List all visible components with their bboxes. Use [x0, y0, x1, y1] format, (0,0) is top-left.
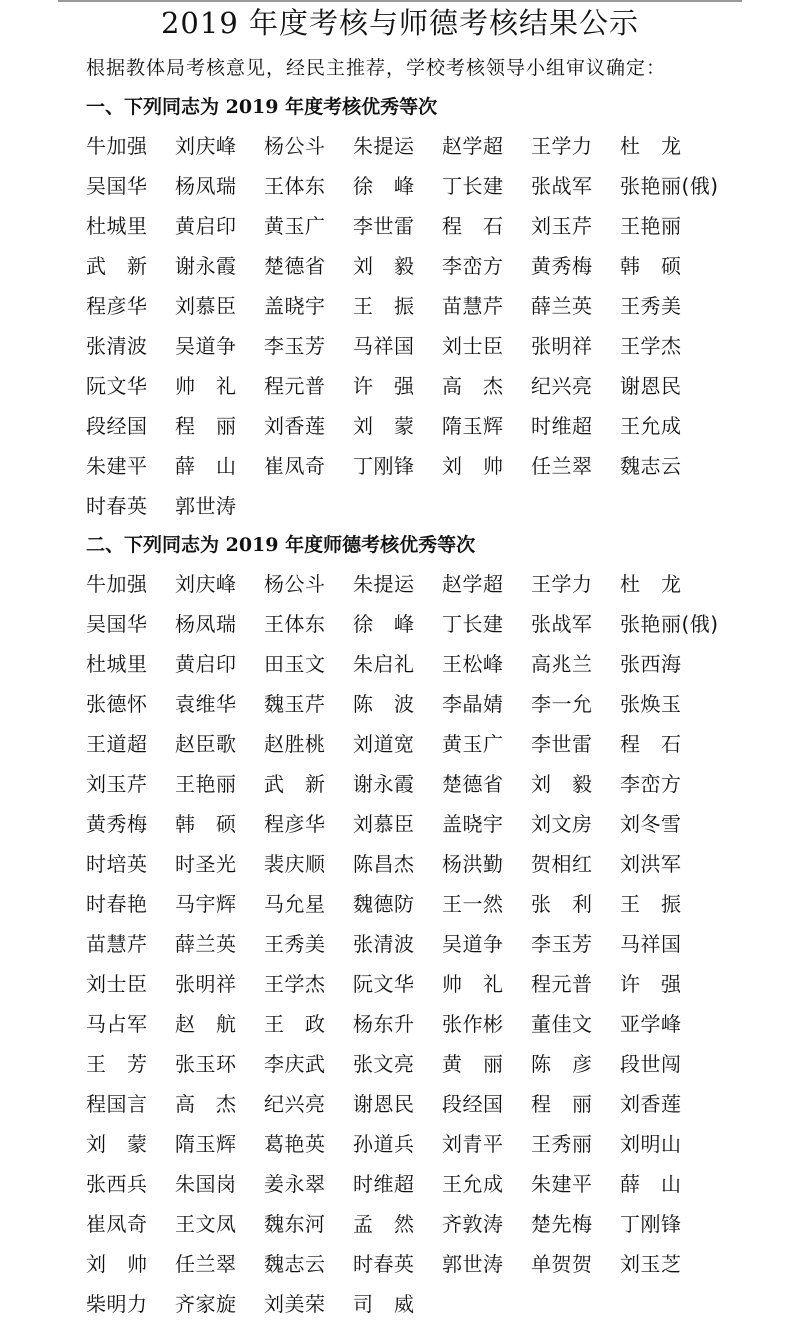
name-cell: 朱建平 [86, 454, 148, 478]
name-cell: 孟 然 [353, 1212, 415, 1236]
name-cell: 司 威 [353, 1292, 415, 1316]
name-cell: 亚学峰 [620, 1012, 682, 1036]
name-cell: 王学杰 [264, 972, 326, 996]
name-cell: 苗慧芹 [442, 294, 504, 318]
name-cell: 张西兵 [86, 1172, 148, 1196]
name-cell: 崔凤奇 [86, 1212, 148, 1236]
name-cell: 李庆武 [264, 1052, 326, 1076]
name-cell: 赵 航 [175, 1012, 237, 1036]
name-cell: 裴庆顺 [264, 852, 326, 876]
name-cell: 郭世涛 [175, 494, 237, 518]
name-cell: 贺相红 [531, 852, 593, 876]
name-cell: 程元普 [264, 374, 326, 398]
name-cell: 马宇辉 [175, 892, 237, 916]
name-cell: 陈昌杰 [353, 852, 415, 876]
name-cell: 刘洪军 [620, 852, 682, 876]
name-cell: 时维超 [531, 414, 593, 438]
name-cell: 时春英 [86, 494, 148, 518]
name-cell: 楚德省 [442, 772, 504, 796]
name-cell: 李玉芳 [264, 334, 326, 358]
name-cell: 杨公斗 [264, 572, 326, 596]
name-cell: 赵学超 [442, 134, 504, 158]
name-cell: 许 强 [620, 972, 682, 996]
name-cell: 谢永霞 [353, 772, 415, 796]
name-cell: 杨东升 [353, 1012, 415, 1036]
name-cell: 李一允 [531, 692, 593, 716]
name-cell: 薛 山 [175, 454, 237, 478]
name-cell: 王秀美 [264, 932, 326, 956]
name-cell: 张战军 [531, 612, 593, 636]
name-cell: 杨凤瑞 [175, 612, 237, 636]
name-cell: 王体东 [264, 612, 326, 636]
name-cell: 魏志云 [620, 454, 682, 478]
name-cell: 谢永霞 [175, 254, 237, 278]
name-cell: 朱启礼 [353, 652, 415, 676]
name-cell: 楚先梅 [531, 1212, 593, 1236]
name-cell: 张玉环 [175, 1052, 237, 1076]
name-cell: 丁刚锋 [353, 454, 415, 478]
name-cell: 刘香莲 [264, 414, 326, 438]
name-cell: 杜 龙 [620, 572, 682, 596]
name-cell: 薛兰英 [531, 294, 593, 318]
name-cell: 王学力 [531, 134, 593, 158]
section-2-heading: 二、下列同志为 2019 年度师德考核优秀等次 [86, 534, 476, 556]
name-cell: 魏东河 [264, 1212, 326, 1236]
name-cell: 刘 蒙 [353, 414, 415, 438]
section-2-name-list [86, 564, 766, 1324]
name-cell: 楚德省 [264, 254, 326, 278]
name-cell: 程 丽 [531, 1092, 593, 1116]
name-cell: 李峦方 [620, 772, 682, 796]
name-cell: 韩 硕 [620, 254, 682, 278]
name-cell: 张作彬 [442, 1012, 504, 1036]
name-cell: 阮文华 [86, 374, 148, 398]
name-cell: 黄秀梅 [86, 812, 148, 836]
name-cell: 盖晓宇 [442, 812, 504, 836]
name-cell: 李世雷 [353, 214, 415, 238]
name-cell: 王一然 [442, 892, 504, 916]
name-cell: 刘 帅 [442, 454, 504, 478]
name-cell: 姜永翠 [264, 1172, 326, 1196]
name-cell: 黄秀梅 [531, 254, 593, 278]
name-cell: 程彦华 [264, 812, 326, 836]
name-cell: 刘庆峰 [175, 572, 237, 596]
name-cell: 王学杰 [620, 334, 682, 358]
name-cell: 刘文房 [531, 812, 593, 836]
name-cell: 苗慧芹 [86, 932, 148, 956]
name-cell: 刘玉芹 [531, 214, 593, 238]
top-rule-divider [58, 0, 742, 2]
name-cell: 张焕玉 [620, 692, 682, 716]
name-cell: 黄 丽 [442, 1052, 504, 1076]
name-cell: 王文凤 [175, 1212, 237, 1236]
name-cell: 丁刚锋 [620, 1212, 682, 1236]
name-cell: 王允成 [442, 1172, 504, 1196]
name-cell: 纪兴亮 [531, 374, 593, 398]
name-cell: 高兆兰 [531, 652, 593, 676]
name-cell: 陈 波 [353, 692, 415, 716]
name-cell: 程 丽 [175, 414, 237, 438]
name-cell: 马占军 [86, 1012, 148, 1036]
name-cell: 刘士臣 [86, 972, 148, 996]
name-cell: 丁长建 [442, 174, 504, 198]
name-cell: 薛 山 [620, 1172, 682, 1196]
name-cell: 武 新 [86, 254, 148, 278]
name-cell: 赵学超 [442, 572, 504, 596]
name-cell: 王 振 [353, 294, 415, 318]
name-cell: 黄玉广 [264, 214, 326, 238]
name-cell: 朱建平 [531, 1172, 593, 1196]
name-cell: 杜城里 [86, 214, 148, 238]
name-cell: 时春英 [353, 1252, 415, 1276]
name-cell: 谢恩民 [353, 1092, 415, 1116]
name-cell: 阮文华 [353, 972, 415, 996]
name-cell: 刘 毅 [353, 254, 415, 278]
name-cell: 马祥国 [353, 334, 415, 358]
name-cell: 朱提运 [353, 134, 415, 158]
name-cell: 刘 毅 [531, 772, 593, 796]
name-cell: 杨洪勤 [442, 852, 504, 876]
name-cell: 黄玉广 [442, 732, 504, 756]
name-cell: 许 强 [353, 374, 415, 398]
name-cell: 徐 峰 [353, 612, 415, 636]
name-cell: 刘香莲 [620, 1092, 682, 1116]
section-1-name-list [86, 126, 766, 526]
name-cell: 张 利 [531, 892, 593, 916]
name-cell: 黄启印 [175, 214, 237, 238]
name-cell: 王允成 [620, 414, 682, 438]
name-cell: 魏玉芹 [264, 692, 326, 716]
name-cell: 李玉芳 [531, 932, 593, 956]
page-title: 2019 年度考核与师德考核结果公示 [160, 6, 640, 40]
name-cell: 齐家旋 [175, 1292, 237, 1316]
name-cell: 武 新 [264, 772, 326, 796]
name-cell: 刘 蒙 [86, 1132, 148, 1156]
name-cell: 郭世涛 [442, 1252, 504, 1276]
name-cell: 段经国 [86, 414, 148, 438]
name-cell: 马祥国 [620, 932, 682, 956]
name-cell: 程彦华 [86, 294, 148, 318]
name-cell: 李峦方 [442, 254, 504, 278]
name-cell: 张艳丽(俄) [620, 612, 719, 636]
name-cell: 李世雷 [531, 732, 593, 756]
name-cell: 朱国岗 [175, 1172, 237, 1196]
name-cell: 张德怀 [86, 692, 148, 716]
name-cell: 王 芳 [86, 1052, 148, 1076]
name-cell: 王体东 [264, 174, 326, 198]
name-cell: 任兰翠 [175, 1252, 237, 1276]
name-cell: 刘美荣 [264, 1292, 326, 1316]
name-cell: 魏志云 [264, 1252, 326, 1276]
name-cell: 盖晓宇 [264, 294, 326, 318]
name-cell: 程 石 [620, 732, 682, 756]
intro-paragraph: 根据教体局考核意见，经民主推荐，学校考核领导小组审议确定： [86, 57, 667, 79]
name-cell: 刘明山 [620, 1132, 682, 1156]
name-cell: 程 石 [442, 214, 504, 238]
name-cell: 隋玉辉 [175, 1132, 237, 1156]
name-cell: 袁维华 [175, 692, 237, 716]
name-cell: 帅 礼 [175, 374, 237, 398]
name-cell: 朱提运 [353, 572, 415, 596]
name-cell: 张文亮 [353, 1052, 415, 1076]
name-cell: 刘慕臣 [175, 294, 237, 318]
name-cell: 刘 帅 [86, 1252, 148, 1276]
name-cell: 田玉文 [264, 652, 326, 676]
name-cell: 丁长建 [442, 612, 504, 636]
name-cell: 高 杰 [442, 374, 504, 398]
name-cell: 孙道兵 [353, 1132, 415, 1156]
name-cell: 杨公斗 [264, 134, 326, 158]
name-cell: 杜城里 [86, 652, 148, 676]
name-cell: 赵胜桃 [264, 732, 326, 756]
name-cell: 吴道争 [175, 334, 237, 358]
name-cell: 高 杰 [175, 1092, 237, 1116]
name-cell: 时培英 [86, 852, 148, 876]
name-cell: 任兰翠 [531, 454, 593, 478]
name-cell: 刘慕臣 [353, 812, 415, 836]
name-cell: 陈 彦 [531, 1052, 593, 1076]
name-cell: 董佳文 [531, 1012, 593, 1036]
name-cell: 段世闯 [620, 1052, 682, 1076]
name-cell: 杜 龙 [620, 134, 682, 158]
name-cell: 刘士臣 [442, 334, 504, 358]
name-cell: 张清波 [353, 932, 415, 956]
name-cell: 时春艳 [86, 892, 148, 916]
name-cell: 张艳丽(俄) [620, 174, 719, 198]
name-cell: 徐 峰 [353, 174, 415, 198]
name-cell: 王秀美 [620, 294, 682, 318]
section-1-heading: 一、下列同志为 2019 年度考核优秀等次 [86, 96, 438, 118]
name-cell: 王学力 [531, 572, 593, 596]
name-cell: 吴国华 [86, 174, 148, 198]
name-cell: 刘玉芝 [620, 1252, 682, 1276]
name-cell: 张战军 [531, 174, 593, 198]
name-cell: 崔凤奇 [264, 454, 326, 478]
name-cell: 帅 礼 [442, 972, 504, 996]
name-cell: 齐敦涛 [442, 1212, 504, 1236]
name-cell: 刘庆峰 [175, 134, 237, 158]
name-cell: 王艳丽 [620, 214, 682, 238]
name-cell: 牛加强 [86, 572, 148, 596]
name-cell: 程国言 [86, 1092, 148, 1116]
name-cell: 时圣光 [175, 852, 237, 876]
name-cell: 王 政 [264, 1012, 326, 1036]
name-cell: 王艳丽 [175, 772, 237, 796]
name-cell: 段经国 [442, 1092, 504, 1116]
name-cell: 刘青平 [442, 1132, 504, 1156]
name-cell: 李晶婧 [442, 692, 504, 716]
name-cell: 黄启印 [175, 652, 237, 676]
name-cell: 单贺贺 [531, 1252, 593, 1276]
name-cell: 张西海 [620, 652, 682, 676]
name-cell: 韩 硕 [175, 812, 237, 836]
name-cell: 刘道宽 [353, 732, 415, 756]
name-cell: 刘玉芹 [86, 772, 148, 796]
name-cell: 薛兰英 [175, 932, 237, 956]
name-cell: 葛艳英 [264, 1132, 326, 1156]
name-cell: 张明祥 [531, 334, 593, 358]
name-cell: 王 振 [620, 892, 682, 916]
name-cell: 程元普 [531, 972, 593, 996]
name-cell: 王道超 [86, 732, 148, 756]
name-cell: 吴国华 [86, 612, 148, 636]
name-cell: 吴道争 [442, 932, 504, 956]
name-cell: 马允星 [264, 892, 326, 916]
name-cell: 魏德防 [353, 892, 415, 916]
name-cell: 王松峰 [442, 652, 504, 676]
name-cell: 张明祥 [175, 972, 237, 996]
name-cell: 谢恩民 [620, 374, 682, 398]
name-cell: 杨凤瑞 [175, 174, 237, 198]
name-cell: 隋玉辉 [442, 414, 504, 438]
name-cell: 时维超 [353, 1172, 415, 1196]
name-cell: 纪兴亮 [264, 1092, 326, 1116]
name-cell: 张清波 [86, 334, 148, 358]
name-cell: 王秀丽 [531, 1132, 593, 1156]
name-cell: 牛加强 [86, 134, 148, 158]
name-cell: 柴明力 [86, 1292, 148, 1316]
name-cell: 赵臣歌 [175, 732, 237, 756]
name-cell: 刘冬雪 [620, 812, 682, 836]
